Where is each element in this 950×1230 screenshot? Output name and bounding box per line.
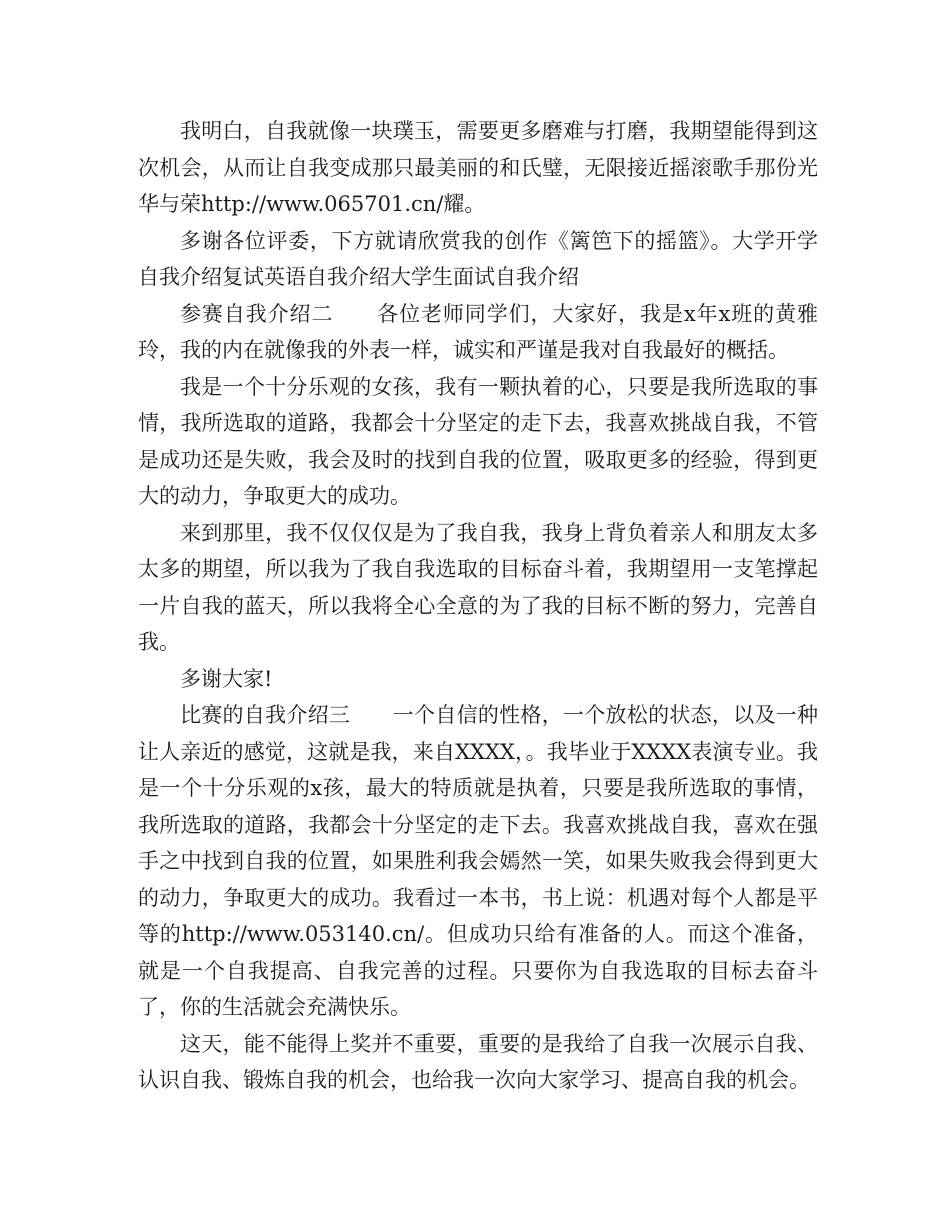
paragraph-3: 参赛自我介绍二 各位老师同学们，大家好，我是x年x班的黄雅玲，我的内在就像我的外表一样，诚实和严谨是我对自我最好的概括。 [138,301,818,362]
paragraph-6: 多谢大家! [180,666,273,691]
paragraph-1: 我明白，自我就像一块璞玉，需要更多磨难与打磨，我期望能得到这次机会，从而让自我变成那只最美丽的和氏璧，无限接近摇滚歌手那份光华与荣http://www.065701.cn/耀。 [138,119,818,216]
paragraph-5: 来到那里，我不仅仅仅是为了我自我，我身上背负着亲人和朋友太多太多的期望，所以我为了我自我选取的目标奋斗着，我期望用一支笔撑起一片自我的蓝天，所以我将全心全意的为了我的目标不断的努力，完善自我。 [138,520,818,654]
paragraph-7: 比赛的自我介绍三 一个自信的性格，一个放松的状态，以及一种让人亲近的感觉，这就是我，来自XXXX，。我毕业于XXXX表演专业。我是一个十分乐观的x孩，最大的特质就是执着，只要是我所选取的事情，我所选取的道路，我都会十分坚定的走下去。我喜欢挑战自我，喜欢在强手之中找到自我的位置，如果胜利我会嫣然一笑，如果失败我会得到更大的动力，争取更大的成功。我看过一本书，书上说：机遇对每个人都是平等的http://www.053140.cn/。但成功只给有准备的人。而这个准备，就是一个自我提高、自我完善的过程。只要你为自我选取的目标去奋斗了，你的生活就会充满快乐。 [138,703,818,1019]
paragraph-8: 这天，能不能得上奖并不重要，重要的是我给了自我一次展示自我、认识自我、锻炼自我的机会，也给我一次向大家学习、提高自我的机会。 [138,1031,818,1092]
paragraph-4: 我是一个十分乐观的女孩，我有一颗执着的心，只要是我所选取的事情，我所选取的道路，我都会十分坚定的走下去，我喜欢挑战自我，不管是成功还是失败，我会及时的找到自我的位置，吸取更多的经验，得到更大的动力，争取更大的成功。 [138,374,818,508]
document-body [138,113,818,1099]
paragraph-2: 多谢各位评委，下方就请欣赏我的创作《篱笆下的摇篮》。大学开学自我介绍复试英语自我介绍大学生面试自我介绍 [138,228,818,289]
